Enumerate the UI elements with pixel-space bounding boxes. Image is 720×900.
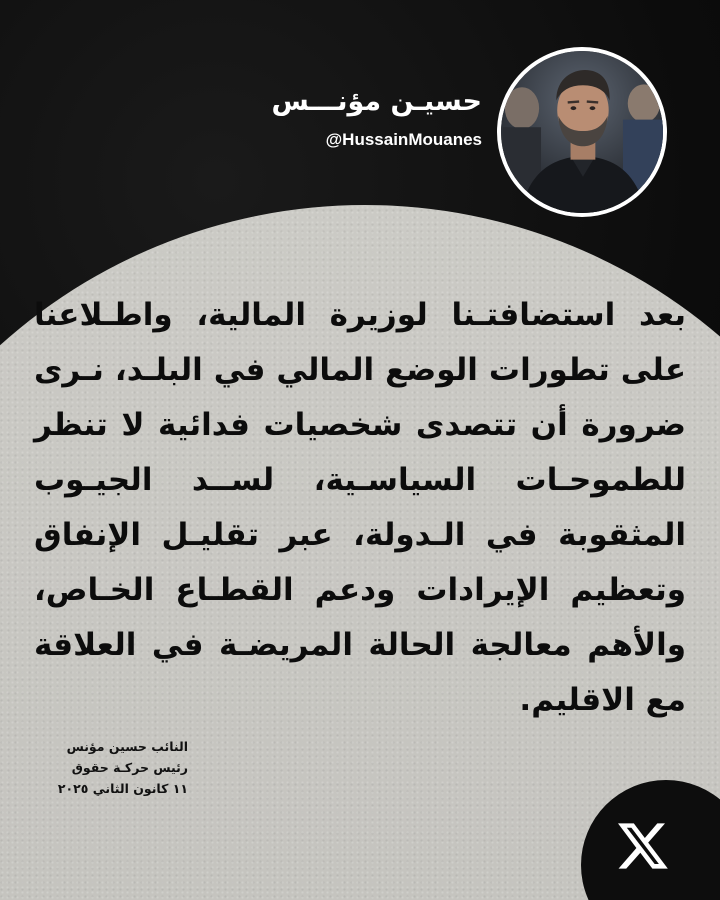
signature-date: ١١ كانون الثاني ٢٠٢٥: [57, 781, 188, 796]
avatar-photo: [501, 51, 663, 213]
statement-line: مع الاقليم.: [519, 682, 686, 718]
avatar: [497, 47, 667, 217]
statement-line: على تطورات الوضع المالي في البلـد، نـرى: [34, 352, 686, 388]
signature-role: رئيس حركـة حقوق: [71, 760, 188, 775]
statement-line: ضرورة أن تتصدى شخصيات فدائية لا تنظر: [34, 407, 686, 443]
signature-block: [58, 736, 188, 799]
statement-line: المثقوبة في الـدولة، عبر تقليـل الإنفاق: [34, 517, 686, 553]
signature-title: النائب حسين مؤنس: [66, 739, 188, 754]
x-logo-icon: [618, 823, 668, 869]
statement-line: وتعظيم الإيرادات ودعم القطـاع الخـاص،: [34, 572, 686, 608]
statement-line: والأهم معالجة الحالة المريضـة في العلاقة: [34, 627, 686, 663]
statement-text: [34, 288, 686, 728]
statement-line: للطموحـات السياسـية، لســد الجيـوب: [34, 462, 686, 498]
author-handle: @HussainMouanes: [325, 130, 482, 149]
statement-line: بعد استضافتـنا لوزيرة المالية، واطـلاعنا: [34, 297, 686, 333]
author-name: حسيـن مؤنـــس: [271, 86, 482, 117]
